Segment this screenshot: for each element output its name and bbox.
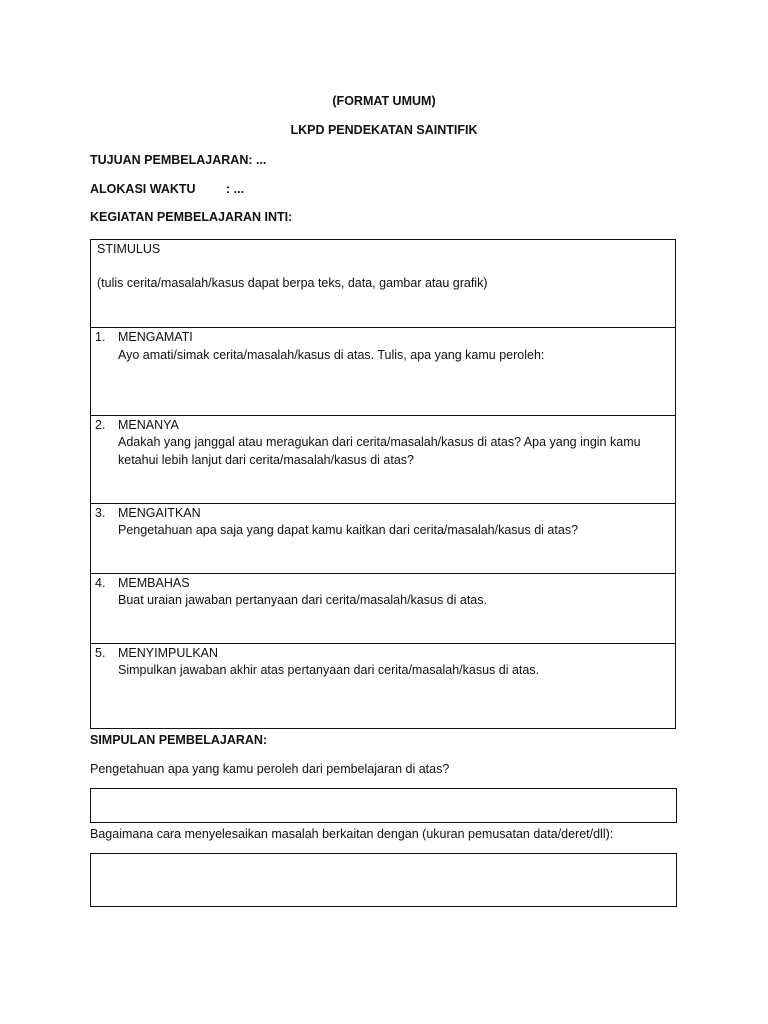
step-instruction: Simpulkan jawaban akhir atas pertanyaan dari cerita/masalah/kasus di atas. [118, 663, 540, 677]
alokasi-value: : ... [226, 182, 245, 196]
simpulan-heading: SIMPULAN PEMBELAJARAN: [90, 733, 268, 747]
alokasi-label: ALOKASI WAKTU [90, 182, 196, 196]
kegiatan-table [90, 239, 676, 729]
step-instruction: Pengetahuan apa saja yang dapat kamu kaitkan dari cerita/masalah/kasus di atas? [118, 523, 579, 537]
step-instruction: Adakah yang janggal atau meragukan dari cerita/masalah/kasus di atas? Apa yang ingin kamu [118, 435, 641, 449]
document-title: (FORMAT UMUM) [332, 94, 436, 108]
step-number: 4. [95, 576, 106, 590]
step-row-menyimpulkan [91, 643, 675, 728]
answer-box-2 [90, 853, 677, 907]
step-title: MENYIMPULKAN [118, 646, 219, 660]
step-title: MENGAMATI [118, 330, 193, 344]
step-title: MENGAITKAN [118, 506, 201, 520]
tujuan-field: TUJUAN PEMBELAJARAN: ... [90, 153, 267, 167]
kegiatan-heading: KEGIATAN PEMBELAJARAN INTI: [90, 210, 293, 224]
step-number: 5. [95, 646, 106, 660]
step-row-membahas [91, 573, 675, 643]
stimulus-row [91, 240, 675, 327]
step-instruction: Ayo amati/simak cerita/masalah/kasus di atas. Tulis, apa yang kamu peroleh: [118, 348, 545, 362]
step-instruction: Buat uraian jawaban pertanyaan dari cerita/masalah/kasus di atas. [118, 593, 487, 607]
step-row-menanya [91, 415, 675, 503]
stimulus-title: STIMULUS [97, 242, 161, 256]
step-row-mengamati [91, 327, 675, 415]
simpulan-question-2: Bagaimana cara menyelesaikan masalah berkaitan dengan (ukuran pemusatan data/deret/dll): [90, 827, 614, 841]
step-number: 1. [95, 330, 106, 344]
step-instruction: ketahui lebih lanjut dari cerita/masalah/kasus di atas? [118, 453, 415, 467]
step-title: MEMBAHAS [118, 576, 190, 590]
answer-box-1 [90, 788, 677, 823]
stimulus-text: (tulis cerita/masalah/kasus dapat berpa teks, data, gambar atau grafik) [97, 276, 488, 290]
step-number: 3. [95, 506, 106, 520]
step-row-mengaitkan [91, 503, 675, 573]
simpulan-question-1: Pengetahuan apa yang kamu peroleh dari pembelajaran di atas? [90, 762, 450, 776]
document-subtitle: LKPD PENDEKATAN SAINTIFIK [290, 123, 478, 137]
step-title: MENANYA [118, 418, 179, 432]
step-number: 2. [95, 418, 106, 432]
